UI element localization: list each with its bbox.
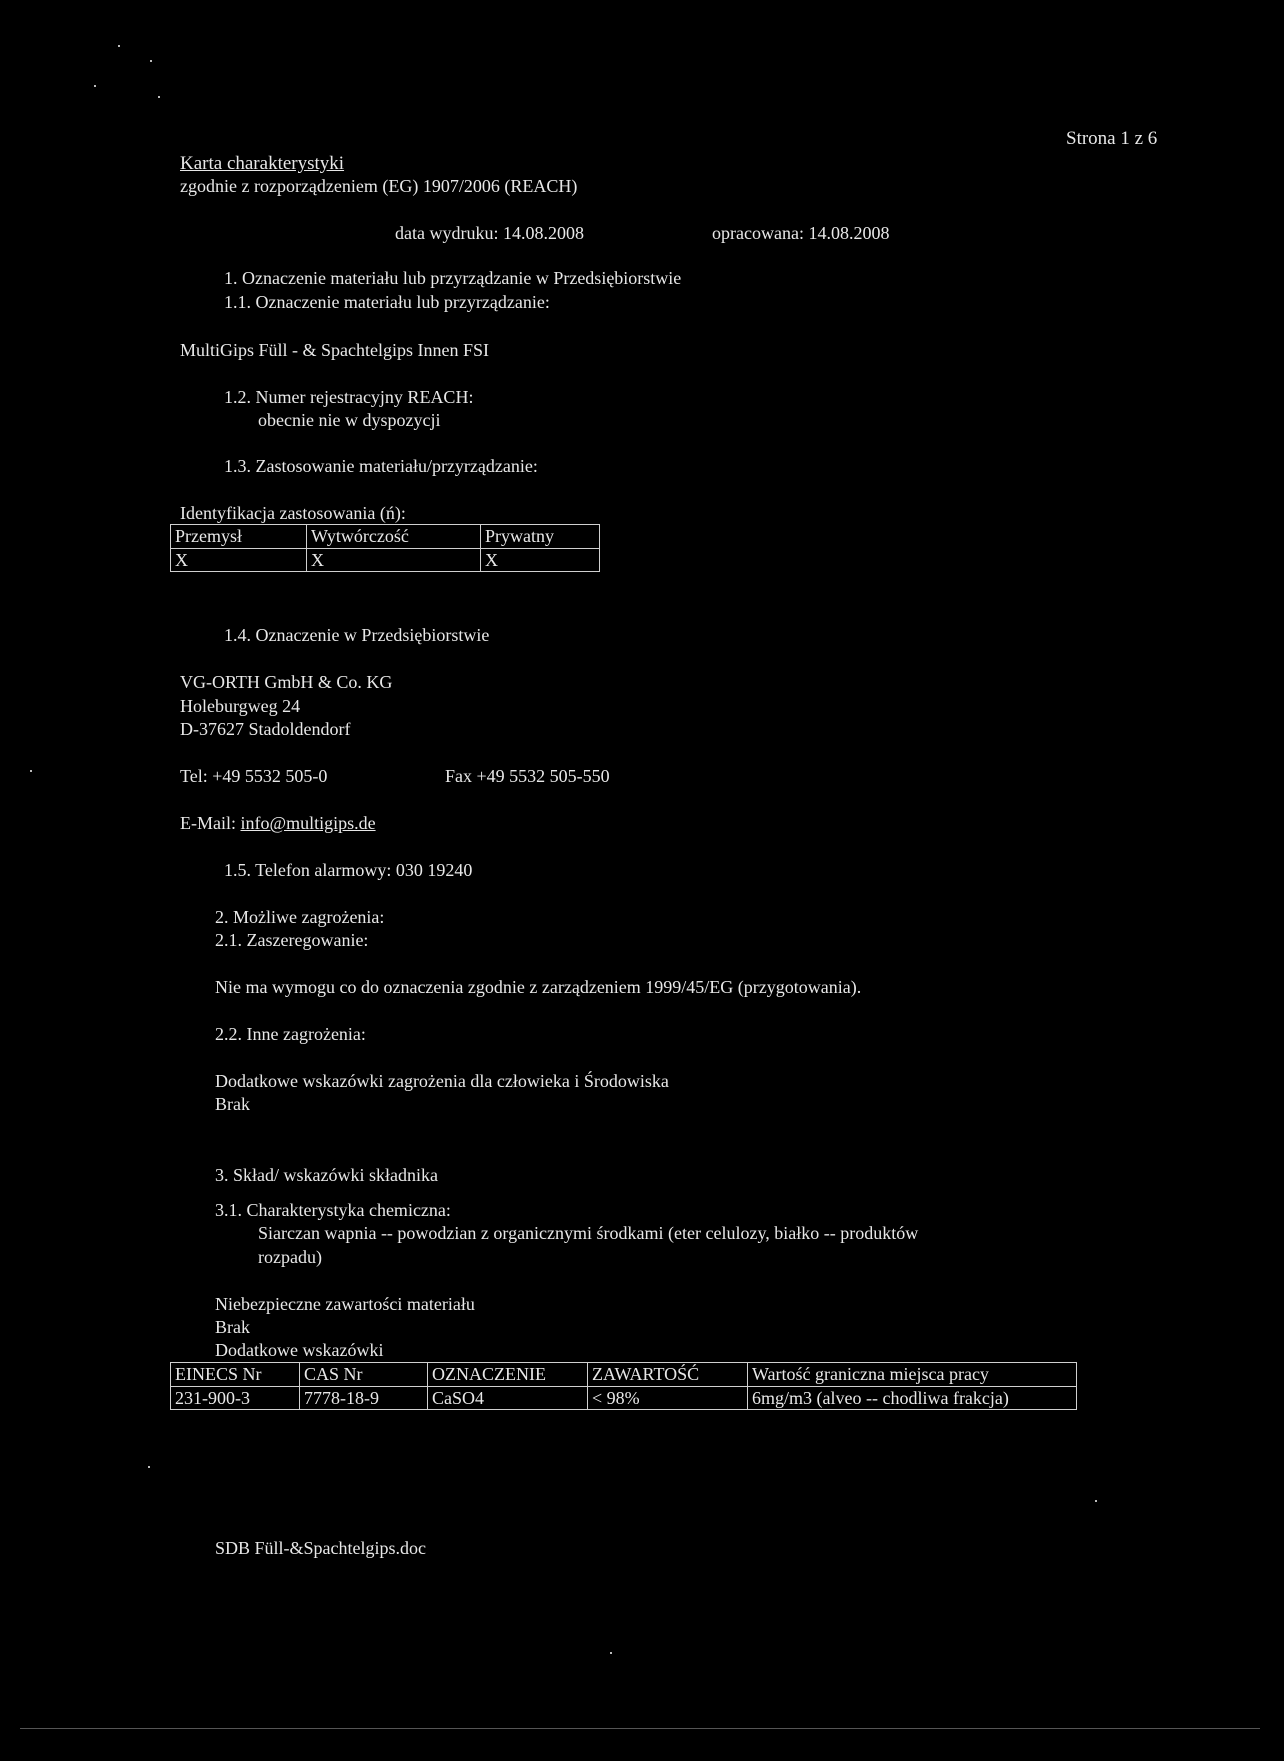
document-title: Karta charakterystyki [180,153,345,174]
section3-1-heading: 3.1. Charakterystyka chemiczna: [215,1200,451,1220]
usage-header-industry: Przemysł [171,525,307,549]
section3-heading: 3. Skład/ wskazówki składnika [215,1165,438,1185]
section1-5-heading: 1.5. Telefon alarmowy: 030 19240 [224,860,473,880]
scan-edge-line [20,1728,1260,1729]
section1-heading [224,268,681,290]
components-cell-name: CaSO4 [428,1386,588,1410]
section2-2-heading: 2.2. Inne zagrożenia: [215,1024,366,1044]
usage-header-private: Prywatny [481,525,600,549]
other-hazards-text: Dodatkowe wskazówki zagrożenia dla człowieka i Środowiska [215,1071,669,1091]
page-number: Strona 1 z 6 [1066,128,1158,149]
components-cell-einecs: 231-900-3 [171,1386,300,1410]
company-street: Holeburgweg 24 [180,696,301,716]
extra-info-label: Dodatkowe wskazówki [215,1340,384,1360]
scan-speck [118,45,120,47]
section1-heading-text: 1. Oznaczenie materiału lub przyrządzanie w Przedsiębiorstwie [224,268,682,288]
table-row [171,548,600,572]
scan-speck [610,1652,612,1654]
section1-1-heading: 1.1. Oznaczenie materiału lub przyrządzanie: [224,292,550,312]
usage-cell-private: X [481,548,600,572]
table-row [171,1363,1077,1387]
company-fax: Fax +49 5532 505-550 [445,766,610,786]
components-cell-cas: 7778-18-9 [300,1386,428,1410]
prepared-date: opracowana: 14.08.2008 [712,223,890,243]
company-tel: Tel: +49 5532 505-0 [180,766,328,786]
usage-table [170,524,600,572]
section1-2-heading: 1.2. Numer rejestracyjny REACH: [224,387,474,407]
components-cell-limit: 6mg/m3 (alveo -- chodliwa frakcja) [748,1386,1077,1410]
email-line [180,813,376,835]
scan-speck [1095,1500,1097,1502]
email-link[interactable]: info@multigips.de [240,813,376,833]
company-city: D-37627 Stadoldendorf [180,719,351,739]
usage-cell-industry: X [171,548,307,572]
components-header-limit: Wartość graniczna miejsca pracy [748,1363,1077,1387]
company-name: VG-ORTH GmbH & Co. KG [180,672,393,692]
components-cell-content: < 98% [588,1386,748,1410]
usage-label: Identyfikacja zastosowania (ń): [180,503,406,523]
chemical-text-line2: rozpadu) [258,1247,322,1267]
section2-heading: 2. Możliwe zagrożenia: [215,907,385,927]
table-row [171,1386,1077,1410]
print-date: data wydruku: 14.08.2008 [395,223,584,243]
components-header-cas: CAS Nr [300,1363,428,1387]
scan-speck [158,96,160,98]
components-header-content: ZAWARTOŚĆ [588,1363,748,1387]
scan-speck [148,1466,150,1468]
chemical-text-line1: Siarczan wapnia -- powodzian z organicznymi środkami (eter celulozy, białko -- produktów [258,1223,919,1243]
other-hazards-value: Brak [215,1094,250,1114]
email-label: E-Mail: [180,813,236,833]
classification-text: Nie ma wymogu co do oznaczenia zgodnie z zarządzeniem 1999/45/EG (przygotowania). [215,977,862,997]
product-name: MultiGips Füll - & Spachtelgips Innen FSI [180,340,490,360]
section1-4-heading: 1.4. Oznaczenie w Przedsiębiorstwie [224,625,490,645]
scan-speck [94,85,96,87]
usage-header-manufacturing: Wytwórczość [307,525,481,549]
components-table [170,1362,1077,1410]
hazardous-value: Brak [215,1317,250,1337]
scan-speck [150,60,152,62]
section2-1-heading: 2.1. Zaszeregowanie: [215,930,369,950]
section1-3-heading: 1.3. Zastosowanie materiału/przyrządzanie: [224,456,538,476]
document-subtitle: zgodnie z rozporządzeniem (EG) 1907/2006 (REACH) [180,176,578,196]
reach-number-text: obecnie nie w dyspozycji [258,410,441,430]
hazardous-label: Niebezpieczne zawartości materiału [215,1294,475,1314]
scan-speck [30,770,32,772]
usage-cell-manufacturing: X [307,548,481,572]
table-row [171,525,600,549]
components-header-einecs: EINECS Nr [171,1363,300,1387]
components-header-name: OZNACZENIE [428,1363,588,1387]
footer-filename: SDB Füll-&Spachtelgips.doc [215,1538,426,1558]
